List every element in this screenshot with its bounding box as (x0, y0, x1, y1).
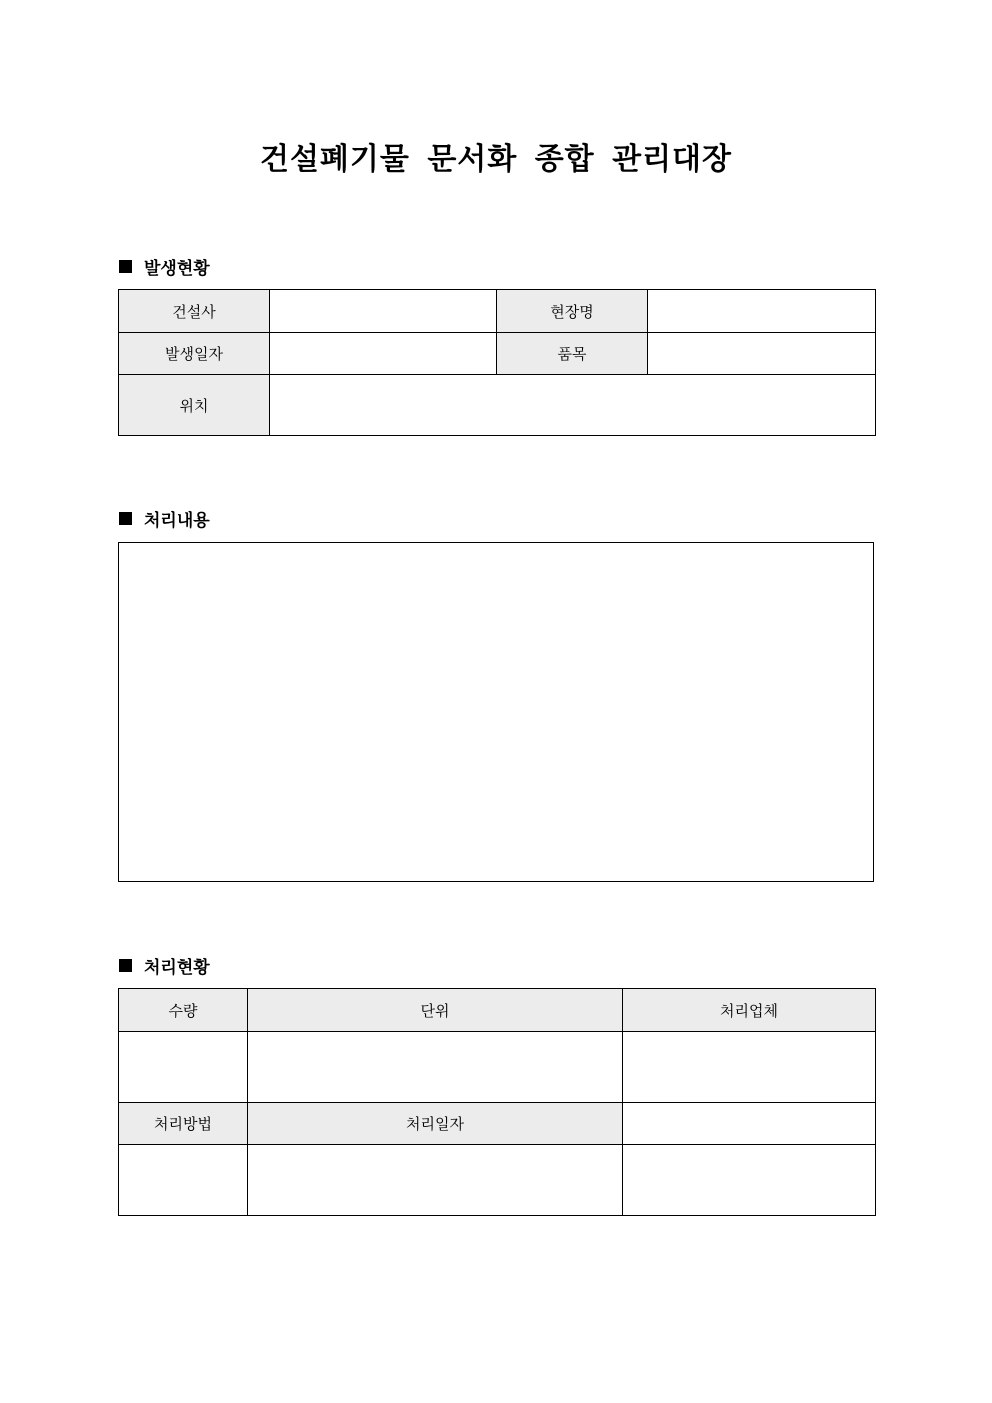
occurrence-table (118, 289, 876, 436)
field-unit[interactable] (248, 1032, 623, 1103)
section-heading-status (119, 953, 210, 978)
field-method[interactable] (119, 1145, 248, 1216)
label-company: 건설사 (119, 290, 270, 333)
section-heading-occurrence (119, 254, 210, 279)
document-title: 건설폐기물 문서화 종합 관리대장 (259, 142, 733, 177)
section-heading-label: 처리내용 (144, 511, 210, 531)
section-heading-content (119, 506, 210, 531)
label-processor: 처리업체 (623, 989, 876, 1032)
label-item: 품목 (497, 333, 648, 375)
label-quantity: 수량 (119, 989, 248, 1032)
field-site-name[interactable] (648, 290, 876, 333)
field-occurrence-date[interactable] (270, 333, 497, 375)
status-table (118, 988, 876, 1216)
field-company[interactable] (270, 290, 497, 333)
field-blank[interactable] (623, 1145, 876, 1216)
field-quantity[interactable] (119, 1032, 248, 1103)
square-bullet-icon (119, 959, 132, 972)
label-location: 위치 (119, 375, 270, 436)
label-site-name: 현장명 (497, 290, 648, 333)
field-item[interactable] (648, 333, 876, 375)
square-bullet-icon (119, 512, 132, 525)
label-method: 처리방법 (119, 1103, 248, 1145)
content-field[interactable] (118, 542, 874, 882)
label-occurrence-date: 발생일자 (119, 333, 270, 375)
field-process-date[interactable] (248, 1145, 623, 1216)
label-unit: 단위 (248, 989, 623, 1032)
section-heading-label: 처리현황 (144, 958, 210, 978)
field-processor-extra[interactable] (623, 1103, 876, 1145)
section-heading-label: 발생현황 (144, 259, 210, 279)
label-process-date: 처리일자 (248, 1103, 623, 1145)
field-processor[interactable] (623, 1032, 876, 1103)
field-location[interactable] (270, 375, 876, 436)
square-bullet-icon (119, 260, 132, 273)
